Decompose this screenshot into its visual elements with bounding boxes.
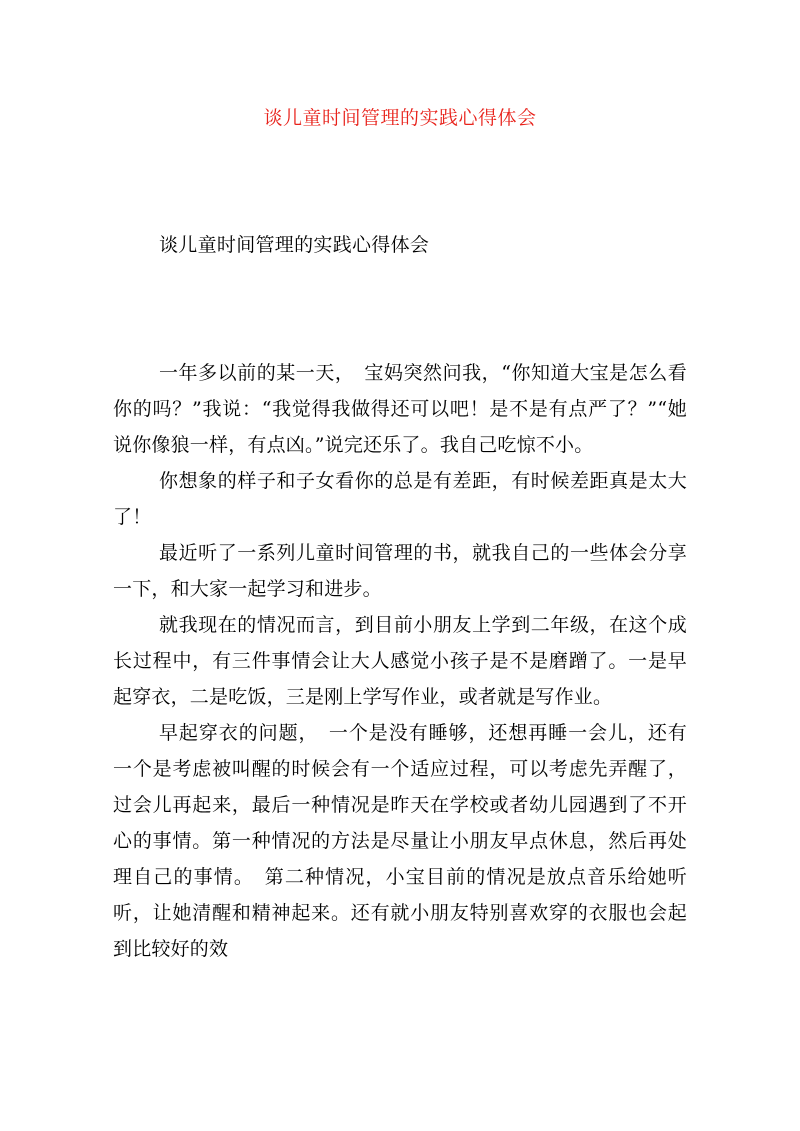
paragraph-5: 早起穿衣的问题， 一个是没有睡够，还想再睡一会儿，还有一个是考虑被叫醒的时候会有一个适应过程，可以考虑先弄醒了，过会儿再起来，最后一种情况是昨天在学校或者幼儿园遇到了不开心的事情。第一种情况的方法是尽量让小朋友早点休息，然后再处理自己的事情。 第二种情况，小宝目前的情况是放点音乐给她听听，让她清醒和精神起来。还有就小朋友特别喜欢穿的衣服也会起到比较好的效 [113, 722, 687, 960]
paragraph-4: 就我现在的情况而言，到目前小朋友上学到二年级，在这个成长过程中，有三件事情会让大人感觉小孩子是不是磨蹭了。一是早起穿衣，二是吃饭，三是刚上学写作业，或者就是写作业。 [113, 614, 687, 708]
paragraph-3: 最近听了一系列儿童时间管理的书，就我自己的一些体会分享一下，和大家一起学习和进步。 [113, 542, 687, 600]
document-subtitle: 谈儿童时间管理的实践心得体会 [159, 234, 430, 256]
paragraph-2: 你想象的样子和子女看你的总是有差距，有时候差距真是太大了！ [113, 470, 687, 528]
document-title: 谈儿童时间管理的实践心得体会 [263, 107, 537, 129]
document-body [113, 355, 687, 967]
paragraph-1: 一年多以前的某一天， 宝妈突然问我，“你知道大宝是怎么看你的吗？”我说：“我觉得我做得还可以吧！是不是有点严了？”“她说你像狼一样，有点凶。”说完还乐了。我自己吃惊不小。 [113, 362, 687, 456]
